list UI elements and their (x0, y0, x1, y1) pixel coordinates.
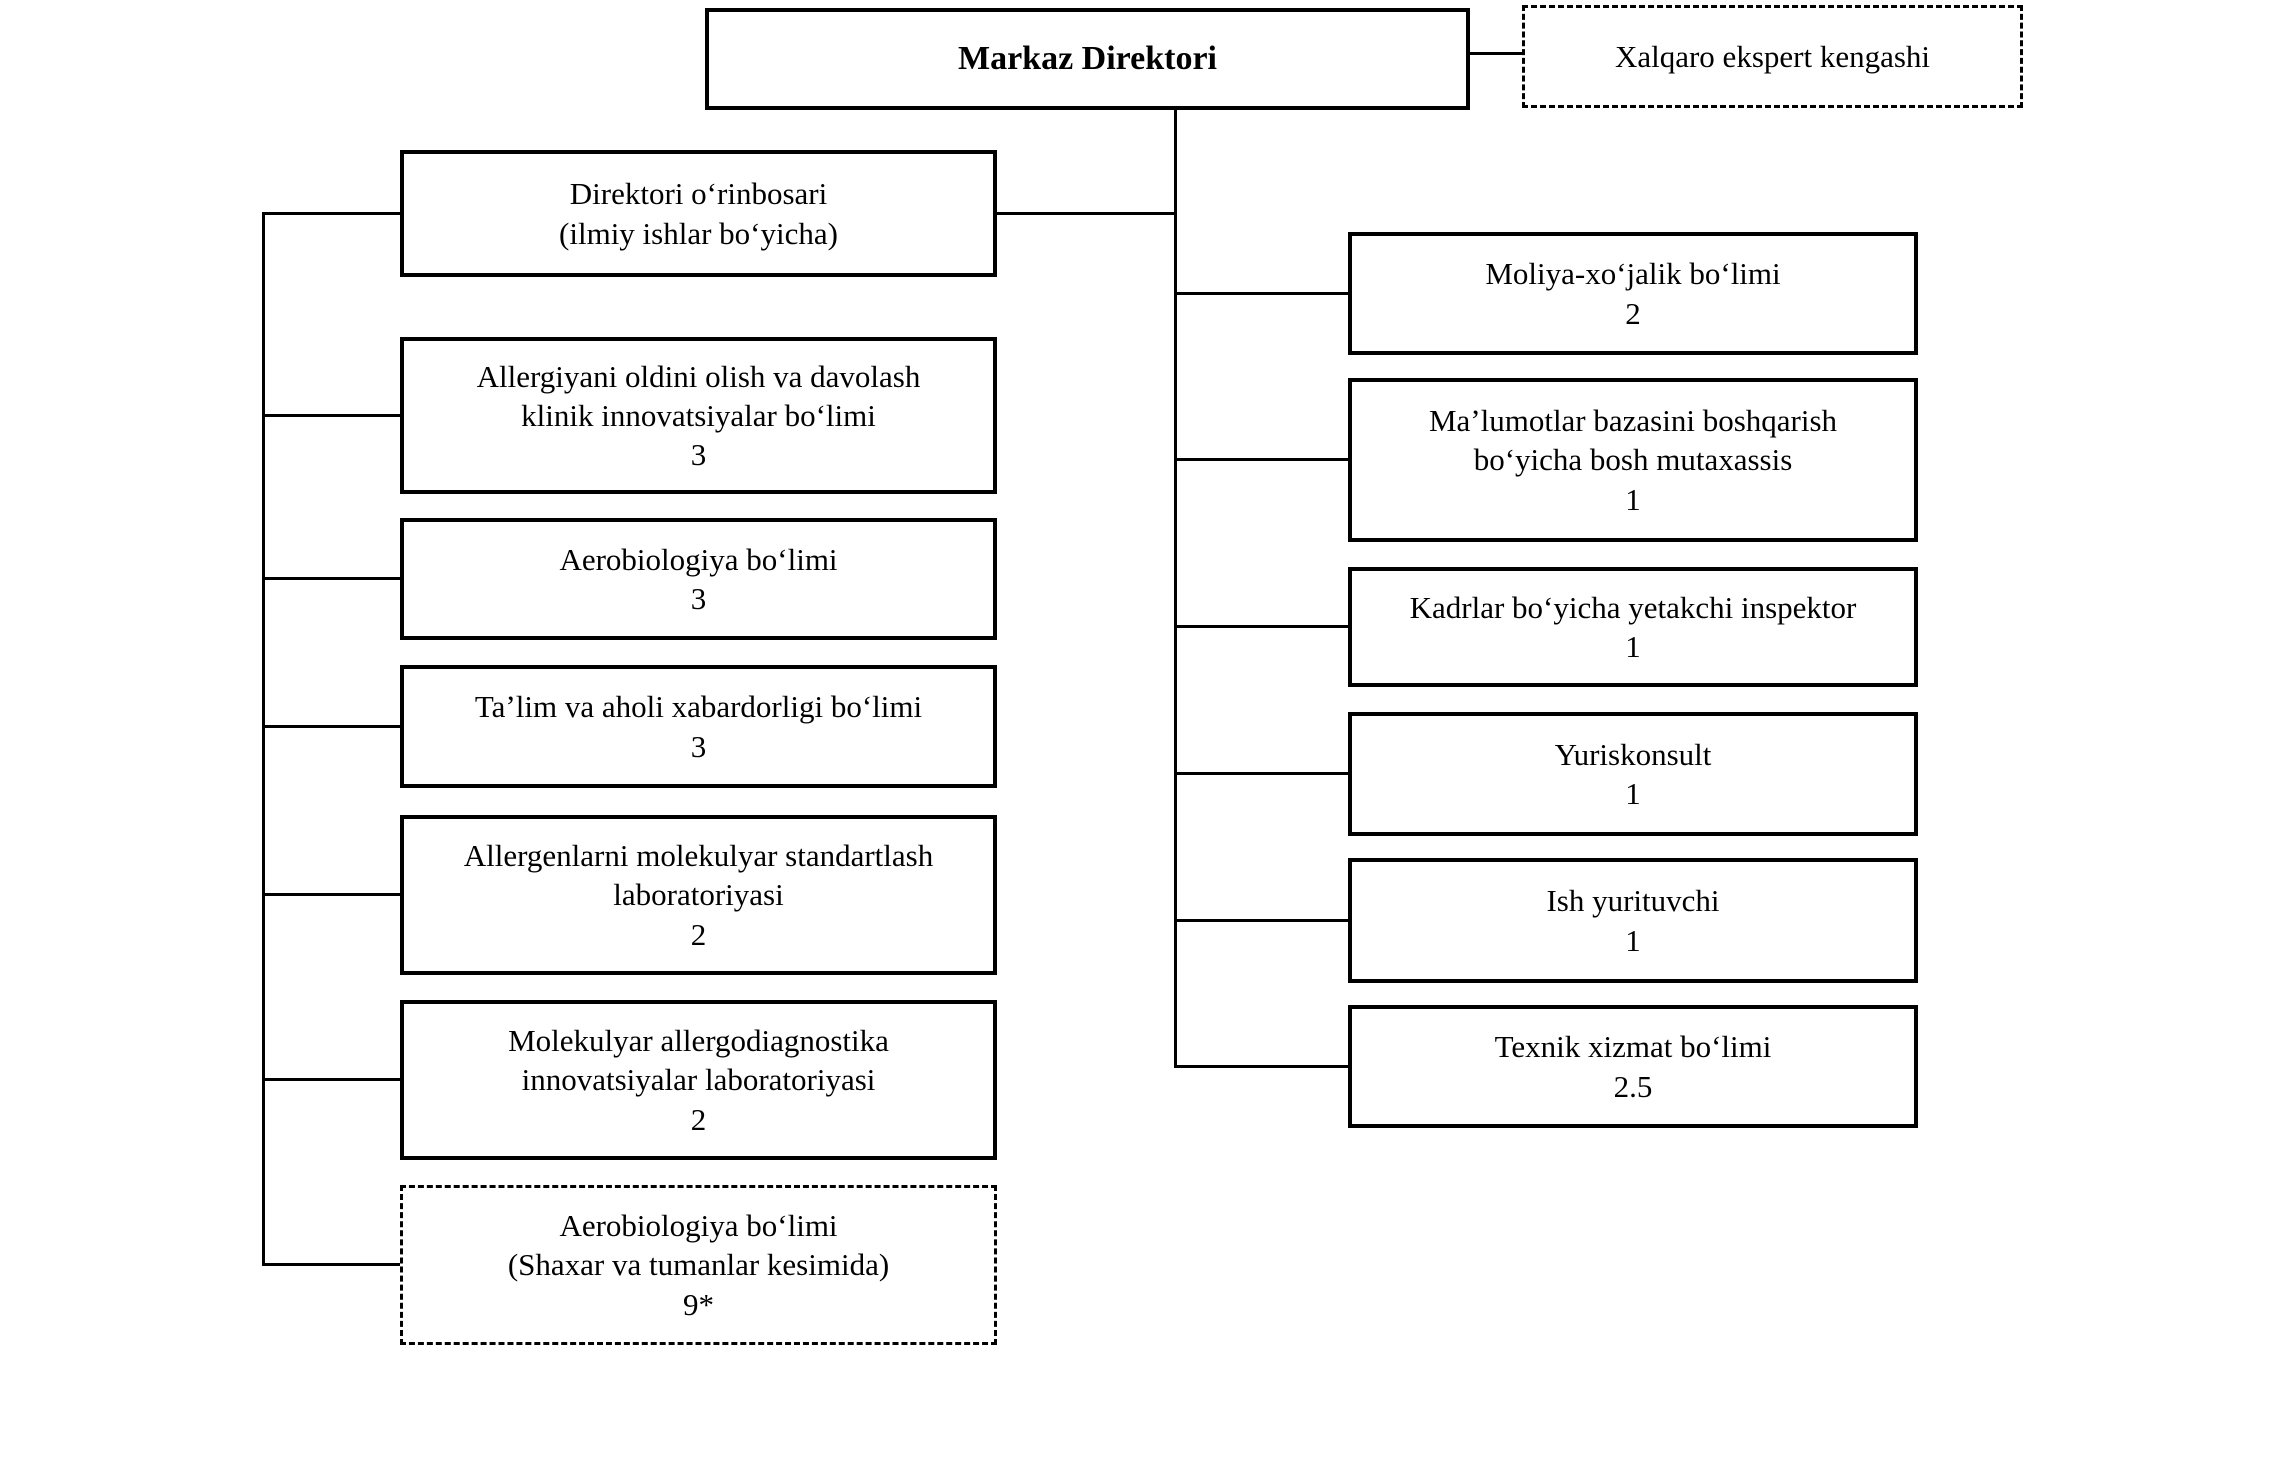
staff-count: 2 (690, 1101, 707, 1137)
node-title-line: Allergenlarni molekulyar standartlash (463, 838, 934, 874)
staff-count: 9* (683, 1286, 714, 1322)
node-title-line: Allergiyani oldini olish va davolash (476, 358, 921, 394)
connector-left-branch-1 (262, 414, 400, 417)
node-title-line: Ish yurituvchi (1546, 883, 1720, 919)
node-title-line: Yuriskonsult (1554, 736, 1712, 772)
connector-left-branch-6 (262, 1263, 400, 1266)
connector-left-branch-3 (262, 725, 400, 728)
node-title-line: laboratoriyasi (613, 877, 784, 913)
connector-left-branch-5 (262, 1078, 400, 1081)
connector-left-spine (262, 212, 265, 1266)
node-malumotlar-mutaxassis (1348, 378, 1918, 542)
connector-right-branch-4 (1174, 772, 1348, 775)
connector-left-branch-4 (262, 893, 400, 896)
staff-count: 1 (1625, 481, 1641, 517)
node-direktori-orinbosari (400, 150, 997, 277)
node-ish-yurituvchi (1348, 858, 1918, 983)
node-title-line: Maʼlumotlar bazasini boshqarish (1428, 403, 1838, 439)
connector-right-branch-1 (1174, 292, 1348, 295)
node-title-line: boʻyicha bosh mutaxassis (1473, 442, 1793, 478)
connector-root-to-advisory (1470, 52, 1522, 55)
node-yuriskonsult (1348, 712, 1918, 836)
staff-count: 1 (1625, 629, 1641, 664)
staff-count: 3 (690, 581, 707, 616)
node-texnik-bolimi (1348, 1005, 1918, 1128)
staff-count: 1 (1625, 922, 1641, 958)
connector-right-spine (1174, 108, 1177, 1068)
node-title-line: Texnik xizmat boʻlimi (1494, 1029, 1772, 1065)
node-title-line: klinik innovatsiyalar boʻlimi (521, 397, 876, 433)
node-allergenlarni-laboratoriyasi (400, 815, 997, 975)
node-molekulyar-laboratoriyasi (400, 1000, 997, 1160)
staff-count: 2 (1625, 295, 1641, 331)
connector-deputy-to-spine (997, 212, 1174, 215)
staff-count: 3 (690, 728, 707, 764)
staff-count: 2.5 (1613, 1068, 1653, 1104)
node-moliya-bolimi (1348, 232, 1918, 355)
node-title-line: Moliya-xoʻjalik boʻlimi (1485, 256, 1781, 292)
connector-left-branch-2 (262, 577, 400, 580)
node-talim-bolimi (400, 665, 997, 788)
staff-count: 2 (690, 916, 707, 952)
node-aerobiologiya-bolimi (400, 518, 997, 640)
staff-count: 1 (1625, 776, 1641, 811)
node-title-line: Taʼlim va aholi xabardorligi boʻlimi (474, 689, 923, 725)
node-aerobiologiya-shaxar-bolimi (400, 1185, 997, 1345)
node-title-line: (Shaxar va tumanlar kesimida) (507, 1247, 890, 1283)
node-kadrlar-inspektor (1348, 567, 1918, 687)
node-title-line: Kadrlar boʻyicha yetakchi inspektor (1409, 589, 1857, 625)
connector-right-branch-5 (1174, 919, 1348, 922)
connector-right-branch-3 (1174, 625, 1348, 628)
node-title: Xalqaro ekspert kengashi (1614, 38, 1931, 74)
staff-count: 3 (690, 437, 707, 473)
node-title: Markaz Direktori (957, 39, 1218, 77)
node-xalqaro-ekspert-kengashi (1522, 5, 2023, 108)
node-title-line: Molekulyar allergodiagnostika (508, 1023, 889, 1059)
connector-right-branch-6 (1174, 1065, 1348, 1068)
node-allergiyani-bolimi (400, 337, 997, 494)
node-title-line: (ilmiy ishlar boʻyicha) (559, 215, 838, 251)
node-title-line: innovatsiyalar laboratoriyasi (521, 1062, 876, 1098)
connector-left-deputy (262, 212, 400, 215)
connector-right-branch-2 (1174, 458, 1348, 461)
node-markaz-direktori (705, 8, 1470, 110)
node-title-line: Direktori oʻrinbosari (569, 176, 828, 212)
node-title-line: Aerobiologiya boʻlimi (559, 541, 838, 577)
node-title-line: Aerobiologiya boʻlimi (559, 1208, 838, 1244)
